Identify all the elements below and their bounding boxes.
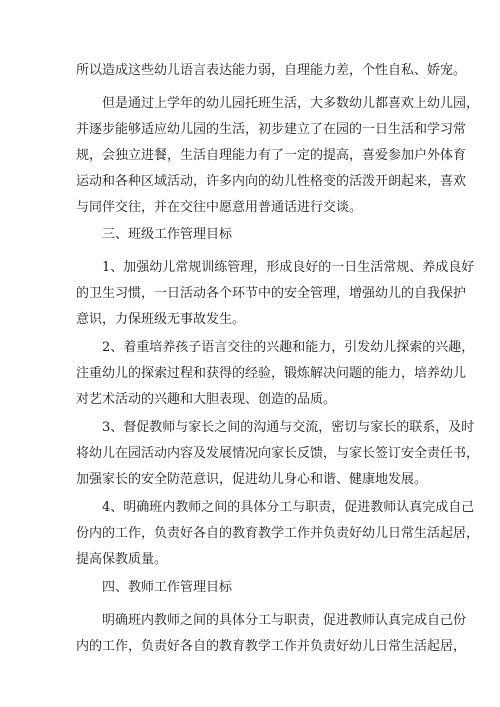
paragraph-toddler-class-progress bbox=[76, 91, 480, 221]
paragraph-goal-2 bbox=[76, 335, 475, 413]
paragraph-intro-continuation bbox=[76, 58, 467, 84]
text-line: 加强家长的安全防范意识，促进幼儿身心和谐、健康地发展。 bbox=[76, 472, 428, 487]
text-line: 内的工作，负责好各自的教育教学工作并负责好幼儿日常生活起居， bbox=[76, 639, 467, 654]
text-line: 规，会独立进餐，生活自理能力有了一定的提高，喜爱参加户外体育 bbox=[76, 148, 467, 163]
text-line: 所以造成这些幼儿语言表达能力弱，自理能力差，个性自私、娇宠。 bbox=[76, 63, 467, 78]
text-line: 1、加强幼儿常规训练管理，形成良好的一日生活常规、养成良好 bbox=[102, 260, 475, 275]
text-line: 将幼儿在园活动内容及发展情况向家长反馈，与家长签订安全责任书， bbox=[76, 446, 480, 461]
paragraph-teacher-duties bbox=[76, 608, 467, 660]
text-line: 提高保教质量。 bbox=[76, 552, 168, 567]
text-line: 与同伴交往，并在交往中愿意用普通话进行交谈。 bbox=[76, 200, 363, 215]
text-line: 3、督促教师与家长之间的沟通与交流，密切与家长的联系，及时 bbox=[102, 420, 475, 435]
text-line: 明确班内教师之间的具体分工与职责，促进教师认真完成自己份 bbox=[102, 613, 467, 628]
text-line: 4、明确班内教师之间的具体分工与职责，促进教师认真完成自己 bbox=[102, 500, 475, 515]
heading-class-management-goals bbox=[76, 222, 431, 248]
text-line: 并逐步能够适应幼儿园的生活，初步建立了在园的一日生活和学习常 bbox=[76, 122, 467, 137]
heading-teacher-management-goals bbox=[76, 575, 431, 601]
paragraph-goal-1 bbox=[76, 255, 475, 333]
text-line: 但是通过上学年的幼儿园托班生活，大多数幼儿都喜欢上幼儿园， bbox=[102, 96, 480, 111]
text-line: 的卫生习惯，一日活动各个环节中的安全管理，增强幼儿的自我保护 bbox=[76, 286, 467, 301]
text-line: 2、着重培养孩子语言交往的兴趣和能力，引发幼儿探索的兴趣， bbox=[102, 340, 475, 355]
paragraph-goal-3 bbox=[76, 415, 480, 493]
text-line: 对艺术活动的兴趣和大胆表现、创造的品质。 bbox=[76, 392, 337, 407]
section-heading: 三、班级工作管理目标 bbox=[102, 227, 233, 242]
section-heading: 四、教师工作管理目标 bbox=[102, 580, 233, 595]
text-line: 运动和各种区域活动，许多内向的幼儿性格变的活泼开朗起来，喜欢 bbox=[76, 174, 467, 189]
text-line: 份内的工作，负责好各自的教育教学工作并负责好幼儿日常生活起居， bbox=[76, 526, 480, 541]
text-line: 意识，力保班级无事故发生。 bbox=[76, 312, 246, 327]
paragraph-goal-4 bbox=[76, 495, 480, 573]
text-line: 注重幼儿的探索过程和获得的经验，锻炼解决问题的能力，培养幼儿 bbox=[76, 366, 467, 381]
